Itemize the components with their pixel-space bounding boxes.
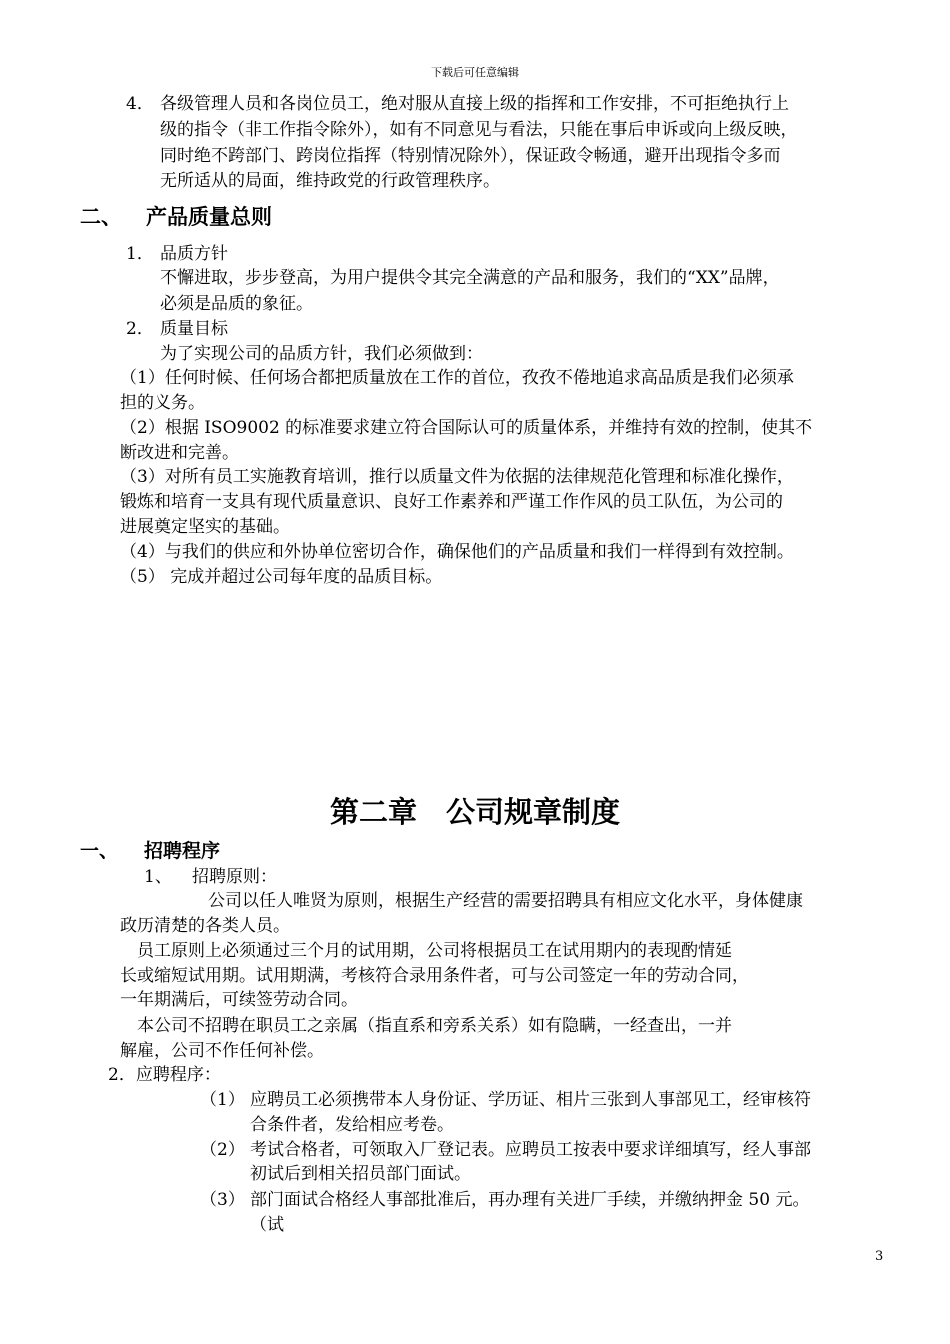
item-number: 4．	[126, 94, 154, 114]
step-number: （2）	[200, 1140, 245, 1160]
item-number: 1、	[144, 867, 172, 887]
section-title: 产品质量总则	[146, 205, 272, 229]
page-number: 3	[875, 1249, 884, 1264]
section-number: 二、	[80, 205, 122, 229]
step-number: （1）	[200, 1090, 245, 1110]
paragraph-line: 本公司不招聘在职员工之亲属（指直系和旁系关系）如有隐瞒，一经查出，一并	[137, 1016, 732, 1036]
page-header: 下载后可任意编辑	[431, 66, 519, 79]
paragraph-line: 各级管理人员和各岗位员工，绝对服从直接上级的指挥和工作安排，不可拒绝执行上	[160, 94, 789, 114]
paragraph-line: 政历清楚的各类人员。	[120, 916, 290, 936]
item-label: 2．应聘程序：	[108, 1065, 221, 1085]
paragraph-line: 不懈进取，步步登高，为用户提供令其完全满意的产品和服务，我们的“XX”品牌，	[160, 268, 780, 288]
paragraph-line: 无所适从的局面，维持政党的行政管理秩序。	[160, 171, 500, 191]
paragraph-line: 进展奠定坚实的基础。	[120, 517, 290, 537]
paragraph-line: （1）任何时候、任何场合都把质量放在工作的首位，孜孜不倦地追求高品质是我们必须承	[120, 368, 794, 388]
paragraph-line: 长或缩短试用期。试用期满，考核符合录用条件者，可与公司签定一年的劳动合同，	[120, 966, 749, 986]
paragraph-line: 应聘员工必须携带本人身份证、学历证、相片三张到人事部见工，经审核符	[250, 1090, 811, 1110]
paragraph-line: 考试合格者，可领取入厂登记表。应聘员工按表中要求详细填写，经人事部	[250, 1140, 811, 1160]
paragraph-line: （3）对所有员工实施教育培训，推行以质量文件为依据的法律规范化管理和标准化操作，	[120, 467, 794, 487]
section-number: 一、	[80, 840, 119, 862]
paragraph-line: 级的指令（非工作指令除外），如有不同意见与看法，只能在事后申诉或向上级反映，	[160, 120, 798, 140]
paragraph-line: 必须是品质的象征。	[160, 294, 313, 314]
chapter-title: 第二章 公司规章制度	[329, 795, 620, 829]
step-number: （3）	[200, 1190, 245, 1210]
paragraph-line: 锻炼和培育一支具有现代质量意识、良好工作素养和严谨工作作风的员工队伍，为公司的	[120, 492, 783, 512]
item-label: 招聘原则：	[192, 867, 277, 887]
paragraph-line: 员工原则上必须通过三个月的试用期，公司将根据员工在试用期内的表现酌情延	[137, 941, 732, 961]
paragraph-line: 解雇，公司不作任何补偿。	[120, 1041, 324, 1061]
item-number: 1．	[126, 244, 154, 264]
paragraph-line: （2）根据 ISO9002 的标准要求建立符合国际认可的质量体系，并维持有效的控制，使其不	[120, 418, 813, 438]
section-title: 招聘程序	[144, 840, 221, 862]
item-label: 质量目标	[160, 319, 228, 339]
paragraph-line: 初试后到相关招员部门面试。	[250, 1164, 471, 1184]
paragraph-line: 公司以任人唯贤为原则，根据生产经营的需要招聘具有相应文化水平，身体健康	[208, 891, 803, 911]
paragraph-line: 为了实现公司的品质方针，我们必须做到：	[160, 344, 483, 364]
paragraph-line: 合条件者，发给相应考卷。	[250, 1115, 454, 1135]
paragraph-line: 担的义务。	[120, 393, 205, 413]
paragraph-line: （5） 完成并超过公司每年度的品质目标。	[120, 567, 443, 587]
paragraph-line: 部门面试合格经人事部批准后，再办理有关进厂手续，并缴纳押金 50 元。	[250, 1190, 810, 1210]
item-label: 品质方针	[160, 244, 228, 264]
paragraph-line: 一年期满后，可续签劳动合同。	[120, 990, 358, 1010]
paragraph-line: （4）与我们的供应和外协单位密切合作，确保他们的产品质量和我们一样得到有效控制。	[120, 542, 794, 562]
paragraph-line: （试	[250, 1215, 284, 1235]
paragraph-line: 断改进和完善。	[120, 443, 239, 463]
item-number: 2．	[126, 319, 154, 339]
paragraph-line: 同时绝不跨部门、跨岗位指挥（特别情况除外），保证政令畅通，避开出现指令多而	[160, 146, 781, 166]
